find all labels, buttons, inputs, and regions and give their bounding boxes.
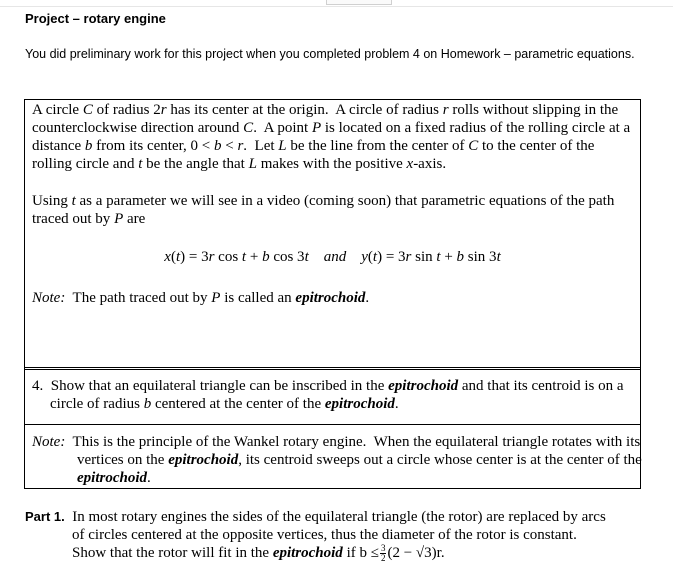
problem-4-text: 4. Show that an equilateral triangle can be inscribed in the epitrochoid and that its centroid is on a circle of radius b centered at the center of the epitrochoid. xyxy=(32,378,624,412)
note-label: Note: xyxy=(32,290,66,306)
box-divider xyxy=(25,424,640,425)
parametric-equations: x(t) = 3r cos t + b cos 3t and y(t) = 3r sin t + b sin 3t xyxy=(164,249,501,265)
page-title: Project – rotary engine xyxy=(25,11,166,26)
problem-4-box xyxy=(24,367,641,489)
epitrochoid-note: Note: The path traced out by P is called an epitrochoid. xyxy=(32,290,370,306)
intro-text: You did preliminary work for this project when you completed problem 4 on Homework – parametric equations. xyxy=(25,47,635,61)
setup-paragraph: A circle C of radius 2r has its center at the origin. A circle of radius r rolls without slipping in the counterclockwise direction around C. A point P is located on a fixed radius of the rolling circle at a distance b from its center, 0 < b < r. Let L be the line from the center of C to the center of the rolling circle and t be the angle that L makes with the positive x-axis. xyxy=(32,102,631,172)
fraction-three-halves: $\frac{3}{2}$ xyxy=(380,543,386,564)
part-1-label: Part 1. xyxy=(25,509,65,524)
wankel-note: Note: This is the principle of the Wankel rotary engine. When the equilateral triangle rotates with its vertices on the epitrochoid, its centroid sweeps out a circle whose center is at the center of the epitrochoid. xyxy=(32,434,642,486)
part-1-line-2: of circles centered at the opposite vertices, thus the diameter of the rotor is constant. xyxy=(72,527,577,543)
problem-setup-box xyxy=(24,99,641,370)
top-ruler xyxy=(0,0,673,7)
part-1-line-3: Show that the rotor will fit in the epitrochoid if b ≤ $\frac{3}{2}$ (2 − √3)r. xyxy=(72,543,445,564)
ruler-tab-marker xyxy=(326,0,392,5)
part-1 xyxy=(25,508,650,563)
part-1-line-1: In most rotary engines the sides of the equilateral triangle (the rotor) are replaced by arcs xyxy=(72,509,606,525)
parameter-paragraph: Using t as a parameter we will see in a video (coming soon) that parametric equations of the path traced out by P are xyxy=(32,193,615,227)
note-label: Note: xyxy=(32,434,66,450)
